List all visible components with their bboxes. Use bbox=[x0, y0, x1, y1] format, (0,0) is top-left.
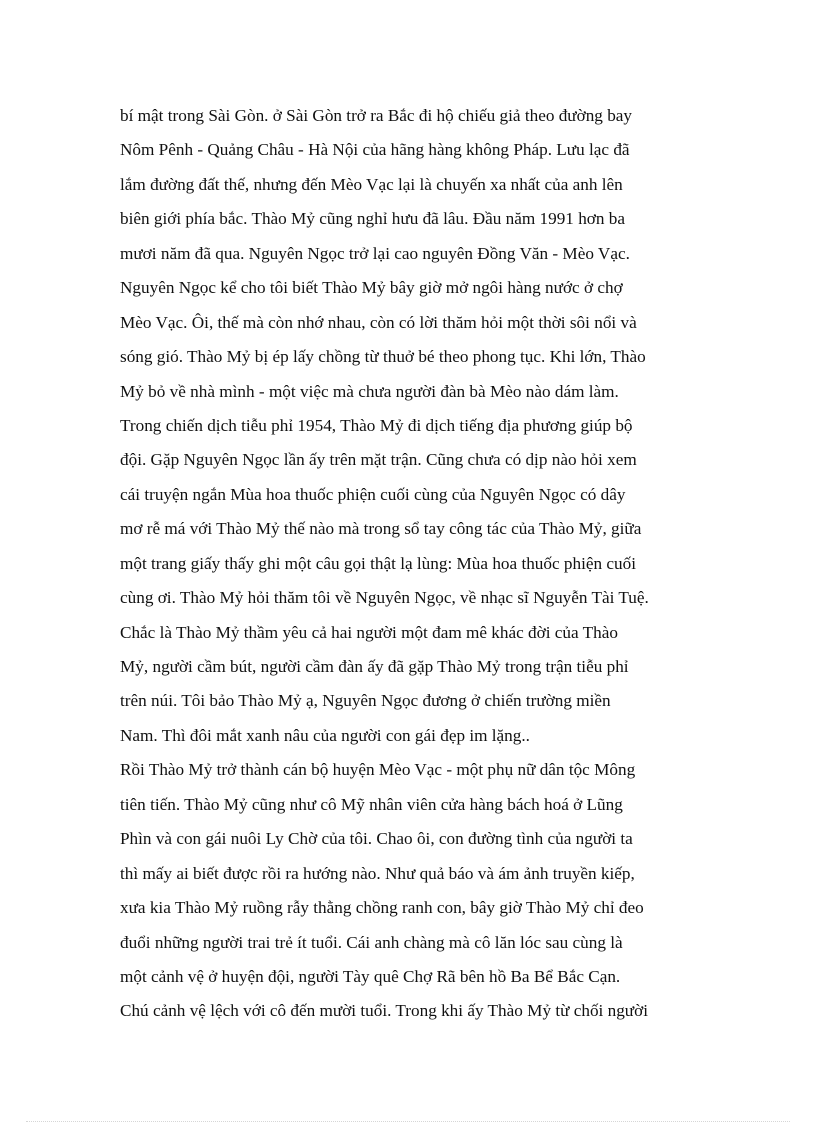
text-line: thì mấy ai biết được rồi ra hướng nào. Như quả báo và ám ảnh truyền kiếp, bbox=[120, 863, 635, 883]
text-line: tiên tiến. Thào Mỷ cũng như cô Mỹ nhân viên cửa hàng bách hoá ở Lũng bbox=[120, 794, 623, 814]
text-line: Rồi Thào Mỷ trở thành cán bộ huyện Mèo Vạc - một phụ nữ dân tộc Mông bbox=[120, 760, 636, 780]
text-line: Chắc là Thào Mỷ thầm yêu cả hai người một đam mê khác đời của Thào bbox=[120, 622, 618, 642]
text-line: Mèo Vạc. Ôi, thế mà còn nhớ nhau, còn có lời thăm hỏi một thời sôi nổi và bbox=[120, 312, 637, 332]
body-text bbox=[120, 99, 710, 1029]
text-line: biên giới phía bắc. Thào Mỷ cũng nghỉ hưu đã lâu. Đầu năm 1991 hơn ba bbox=[120, 209, 625, 229]
text-line: mơ rễ má với Thào Mỷ thế nào mà trong sổ tay công tác của Thào Mỷ, giữa bbox=[120, 519, 642, 539]
text-line: mươi năm đã qua. Nguyên Ngọc trở lại cao nguyên Đồng Văn - Mèo Vạc. bbox=[120, 243, 630, 263]
text-line: một cảnh vệ ở huyện đội, người Tày quê Chợ Rã bên hồ Ba Bể Bắc Cạn. bbox=[120, 966, 621, 986]
text-line: Nguyên Ngọc kể cho tôi biết Thào Mỷ bây giờ mở ngôi hàng nước ở chợ bbox=[120, 278, 623, 298]
text-line: Mỷ bỏ về nhà mình - một việc mà chưa người đàn bà Mèo nào dám làm. bbox=[120, 381, 619, 401]
text-line: Nôm Pênh - Quảng Châu - Hà Nội của hãng hàng không Pháp. Lưu lạc đã bbox=[120, 140, 630, 160]
text-line: xưa kia Thào Mỷ ruồng rẫy thằng chồng ranh con, bây giờ Thào Mỷ chỉ đeo bbox=[120, 898, 644, 918]
page-bottom-divider bbox=[26, 1121, 790, 1122]
text-line: Nam. Thì đôi mắt xanh nâu của người con gái đẹp im lặng.. bbox=[120, 725, 530, 745]
text-line: Chú cảnh vệ lệch với cô đến mười tuổi. Trong khi ấy Thào Mỷ từ chối người bbox=[120, 1001, 648, 1021]
text-line: bí mật trong Sài Gòn. ở Sài Gòn trở ra Bắc đi hộ chiếu giả theo đường bay bbox=[120, 106, 633, 125]
text-line: lắm đường đất thế, nhưng đến Mèo Vạc lại là chuyến xa nhất của anh lên bbox=[120, 174, 623, 194]
text-line: sóng gió. Thào Mỷ bị ép lấy chồng từ thuở bé theo phong tục. Khi lớn, Thào bbox=[120, 347, 646, 367]
text-line: đội. Gặp Nguyên Ngọc lần ấy trên mặt trận. Cũng chưa có dịp nào hỏi xem bbox=[120, 450, 637, 470]
text-line: một trang giấy thấy ghi một câu gọi thật lạ lùng: Mùa hoa thuốc phiện cuối bbox=[120, 553, 636, 573]
text-line: đuổi những người trai trẻ ít tuổi. Cái anh chàng mà cô lăn lóc sau cùng là bbox=[120, 932, 623, 952]
text-line: trên núi. Tôi bảo Thào Mỷ ạ, Nguyên Ngọc đương ở chiến trường miền bbox=[120, 691, 611, 711]
text-line: cái truyện ngắn Mùa hoa thuốc phiện cuối cùng của Nguyên Ngọc có dây bbox=[120, 484, 626, 504]
text-line: cùng ơi. Thào Mỷ hỏi thăm tôi về Nguyên Ngọc, về nhạc sĩ Nguyễn Tài Tuệ. bbox=[120, 588, 649, 608]
text-line: Mỷ, người cầm bút, người cầm đàn ấy đã gặp Thào Mỷ trong trận tiễu phỉ bbox=[120, 657, 629, 676]
text-line: Trong chiến dịch tiễu phỉ 1954, Thào Mỷ đi dịch tiếng địa phương giúp bộ bbox=[120, 415, 633, 435]
text-line: Phìn và con gái nuôi Ly Chờ của tôi. Chao ôi, con đường tình của người ta bbox=[120, 829, 633, 849]
